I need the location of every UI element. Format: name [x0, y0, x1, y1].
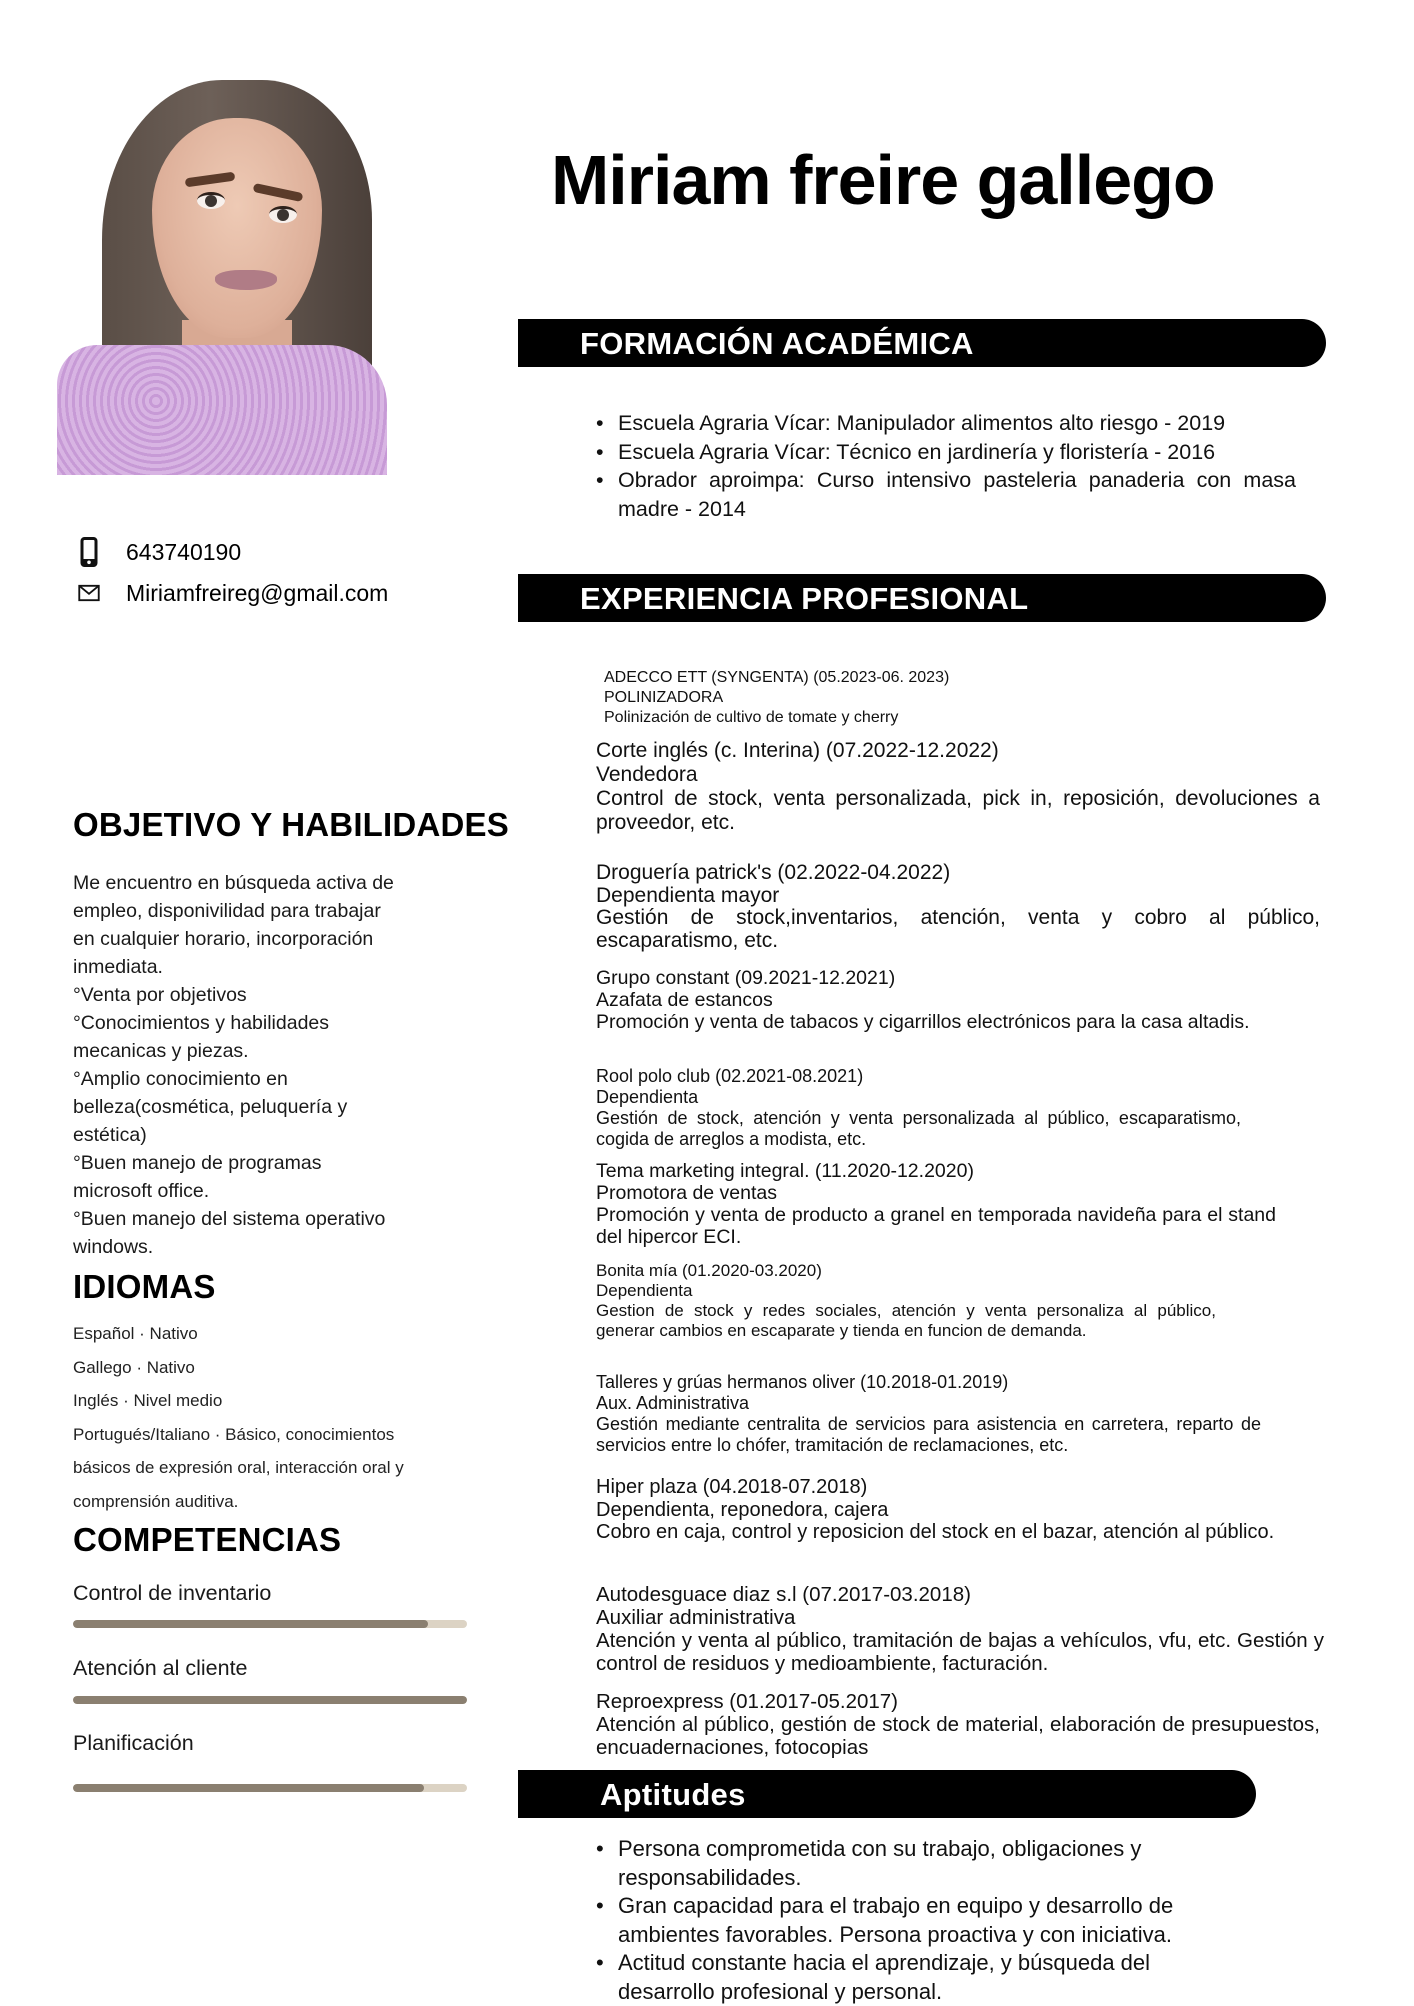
section-title: FORMACIÓN ACADÉMICA [580, 326, 974, 361]
job-description: Gestión de stock, atención y venta personalizada al público, escaparatismo, cogida de arreglos a modista, etc. [596, 1108, 1241, 1149]
list-item: • Persona comprometida con su trabajo, obligaciones y responsabilidades. [596, 1835, 1236, 1892]
job-description: Gestión mediante centralita de servicios para asistencia en carretera, reparto de servicios entre lo chófer, tramitación de reclamaciones, etc. [596, 1414, 1261, 1455]
job-entry [596, 967, 1286, 1033]
job-entry [596, 1160, 1276, 1248]
job-role: Dependienta mayor [596, 883, 780, 907]
photo-eye-left [197, 192, 225, 209]
job-entry [596, 1261, 1216, 1341]
job-role: Auxiliar administrativa [596, 1606, 796, 1629]
mobile-phone-icon [78, 537, 100, 567]
skill-label: Planificación [73, 1731, 194, 1755]
list-item: • Gran capacidad para el trabajo en equipo y desarrollo de ambientes favorables. Persona proactiva y con iniciativa. [596, 1892, 1236, 1949]
job-company: Corte inglés (c. Interina) (07.2022-12.2022) [596, 739, 999, 762]
language-item: Español · Nativo [73, 1324, 198, 1343]
email-address[interactable]: Miriamfreireg@gmail.com [126, 580, 389, 606]
section-heading-objetivo: OBJETIVO Y HABILIDADES [73, 806, 509, 843]
job-company: Hiper plaza (04.2018-07.2018) [596, 1476, 868, 1498]
text-line: empleo, disponivilidad para trabajar [73, 900, 381, 922]
profile-photo [57, 80, 407, 475]
section-header-formacion [518, 319, 1326, 367]
formacion-list [596, 409, 1296, 523]
job-company: Autodesguace diaz s.l (07.2017-03.2018) [596, 1583, 971, 1606]
aptitudes-list [596, 1835, 1236, 2006]
job-company: Bonita mía (01.2020-03.2020) [596, 1261, 822, 1280]
text-line: °Amplio conocimiento en [73, 1068, 288, 1090]
job-description: Promoción y venta de producto a granel en temporada navideña para el stand del hipercor ECI. [596, 1204, 1276, 1248]
text-line: mecanicas y piezas. [73, 1040, 249, 1062]
job-entry [596, 1372, 1261, 1456]
job-entry [596, 1690, 1320, 1759]
job-entry [596, 1583, 1324, 1675]
text-line: microsoft office. [73, 1180, 210, 1202]
job-role: Aux. Administrativa [596, 1393, 750, 1413]
skill-bar-planificacion [73, 1784, 467, 1792]
job-company: Talleres y grúas hermanos oliver (10.2018-01.2019) [596, 1372, 1009, 1392]
language-item: Portugués/Italiano · Básico, conocimientos [73, 1424, 395, 1444]
section-heading-competencias: COMPETENCIAS [73, 1521, 342, 1558]
list-item: • Obrador aproimpa: Curso intensivo pasteleria panaderia con masa madre - 2014 [596, 466, 1296, 523]
photo-face [152, 118, 322, 338]
job-entry [604, 668, 1328, 728]
text-line: belleza(cosmética, peluquería y [73, 1096, 348, 1118]
objetivo-text [73, 869, 453, 1261]
list-item: • Actitud constante hacia el aprendizaje, y búsqueda del desarrollo profesional y personal. [596, 1949, 1236, 2006]
job-description: Gestión de stock,inventarios, atención, venta y cobro al público, escaparatismo, etc. [596, 906, 1320, 952]
job-description: Atención al público, gestión de stock de material, elaboración de presupuestos, encuadernaciones, fotocopias [596, 1713, 1320, 1759]
job-company: ADECCO ETT (SYNGENTA) (05.2023-06. 2023) [604, 669, 950, 686]
list-item: • Escuela Agraria Vícar: Manipulador alimentos alto riesgo - 2019 [596, 409, 1296, 438]
section-heading-idiomas: IDIOMAS [73, 1268, 216, 1305]
job-entry [596, 1476, 1296, 1544]
section-header-aptitudes [518, 1770, 1256, 1818]
job-company: Grupo constant (09.2021-12.2021) [596, 967, 896, 989]
skill-bar-control-inventario [73, 1620, 467, 1628]
job-role: POLINIZADORA [604, 689, 724, 706]
language-item: básicos de expresión oral, interacción oral y [73, 1458, 404, 1477]
section-title: Aptitudes [600, 1777, 746, 1812]
job-description: Gestion de stock y redes sociales, atención y venta personaliza al público, generar cambios en escaparate y tienda en funcion de demanda. [596, 1301, 1216, 1340]
job-company: Rool polo club (02.2021-08.2021) [596, 1066, 864, 1086]
text-line: inmediata. [73, 956, 163, 978]
job-role: Dependienta [596, 1087, 699, 1107]
contact-email [78, 578, 388, 608]
job-description: Cobro en caja, control y reposicion del stock en el bazar, atención al público. [596, 1521, 1275, 1543]
job-role: Dependienta, reponedora, cajera [596, 1498, 889, 1521]
job-role: Vendedora [596, 763, 698, 786]
photo-eye-right [269, 206, 297, 223]
photo-lips [215, 270, 277, 290]
job-description: Control de stock, venta personalizada, pick in, reposición, devoluciones a proveedor, etc. [596, 787, 1320, 834]
text-line: windows. [73, 1236, 154, 1258]
job-entry [596, 1066, 1241, 1150]
job-company: Tema marketing integral. (11.2020-12.2020) [596, 1160, 974, 1182]
skill-label: Control de inventario [73, 1581, 272, 1605]
section-title: EXPERIENCIA PROFESIONAL [580, 581, 1029, 616]
text-line: °Venta por objetivos [73, 984, 247, 1006]
text-line: °Buen manejo de programas [73, 1152, 322, 1174]
skill-bar-fill [73, 1784, 424, 1792]
text-line: estética) [73, 1124, 147, 1146]
candidate-name: Miriam freire gallego [551, 141, 1215, 219]
text-line: en cualquier horario, incorporación [73, 928, 374, 950]
job-company: Reproexpress (01.2017-05.2017) [596, 1690, 898, 1713]
language-item: Inglés · Nivel medio [73, 1391, 223, 1410]
text-line: °Buen manejo del sistema operativo [73, 1208, 386, 1230]
envelope-icon [78, 578, 100, 608]
job-description: Promoción y venta de tabacos y cigarrillos electrónicos para la casa altadis. [596, 1011, 1250, 1033]
job-role: Dependienta [596, 1281, 693, 1300]
text-line: °Conocimientos y habilidades [73, 1012, 330, 1034]
job-role: Azafata de estancos [596, 989, 773, 1011]
list-item: • Escuela Agraria Vícar: Técnico en jardinería y floristería - 2016 [596, 438, 1296, 467]
text-line: Me encuentro en búsqueda activa de [73, 872, 394, 894]
job-entry [596, 739, 1320, 835]
job-description: Polinización de cultivo de tomate y cherry [604, 709, 899, 726]
language-item: Gallego · Nativo [73, 1357, 195, 1377]
idiomas-list [73, 1317, 493, 1518]
skill-bar-atencion-cliente [73, 1696, 467, 1704]
phone-number: 643740190 [126, 539, 242, 565]
job-role: Promotora de ventas [596, 1182, 778, 1204]
language-item: comprensión auditiva. [73, 1491, 239, 1511]
job-entry [596, 862, 1320, 952]
contact-phone [78, 537, 241, 567]
skill-bar-fill [73, 1620, 428, 1628]
section-header-experiencia [518, 574, 1326, 622]
skill-bar-fill [73, 1696, 467, 1704]
job-company: Droguería patrick's (02.2022-04.2022) [596, 861, 951, 884]
job-description: Atención y venta al público, tramitación de bajas a vehículos, vfu, etc. Gestión y control de residuos y medioambiente, facturación. [596, 1629, 1324, 1675]
photo-lace-top [57, 345, 387, 475]
skill-label: Atención al cliente [73, 1656, 248, 1680]
